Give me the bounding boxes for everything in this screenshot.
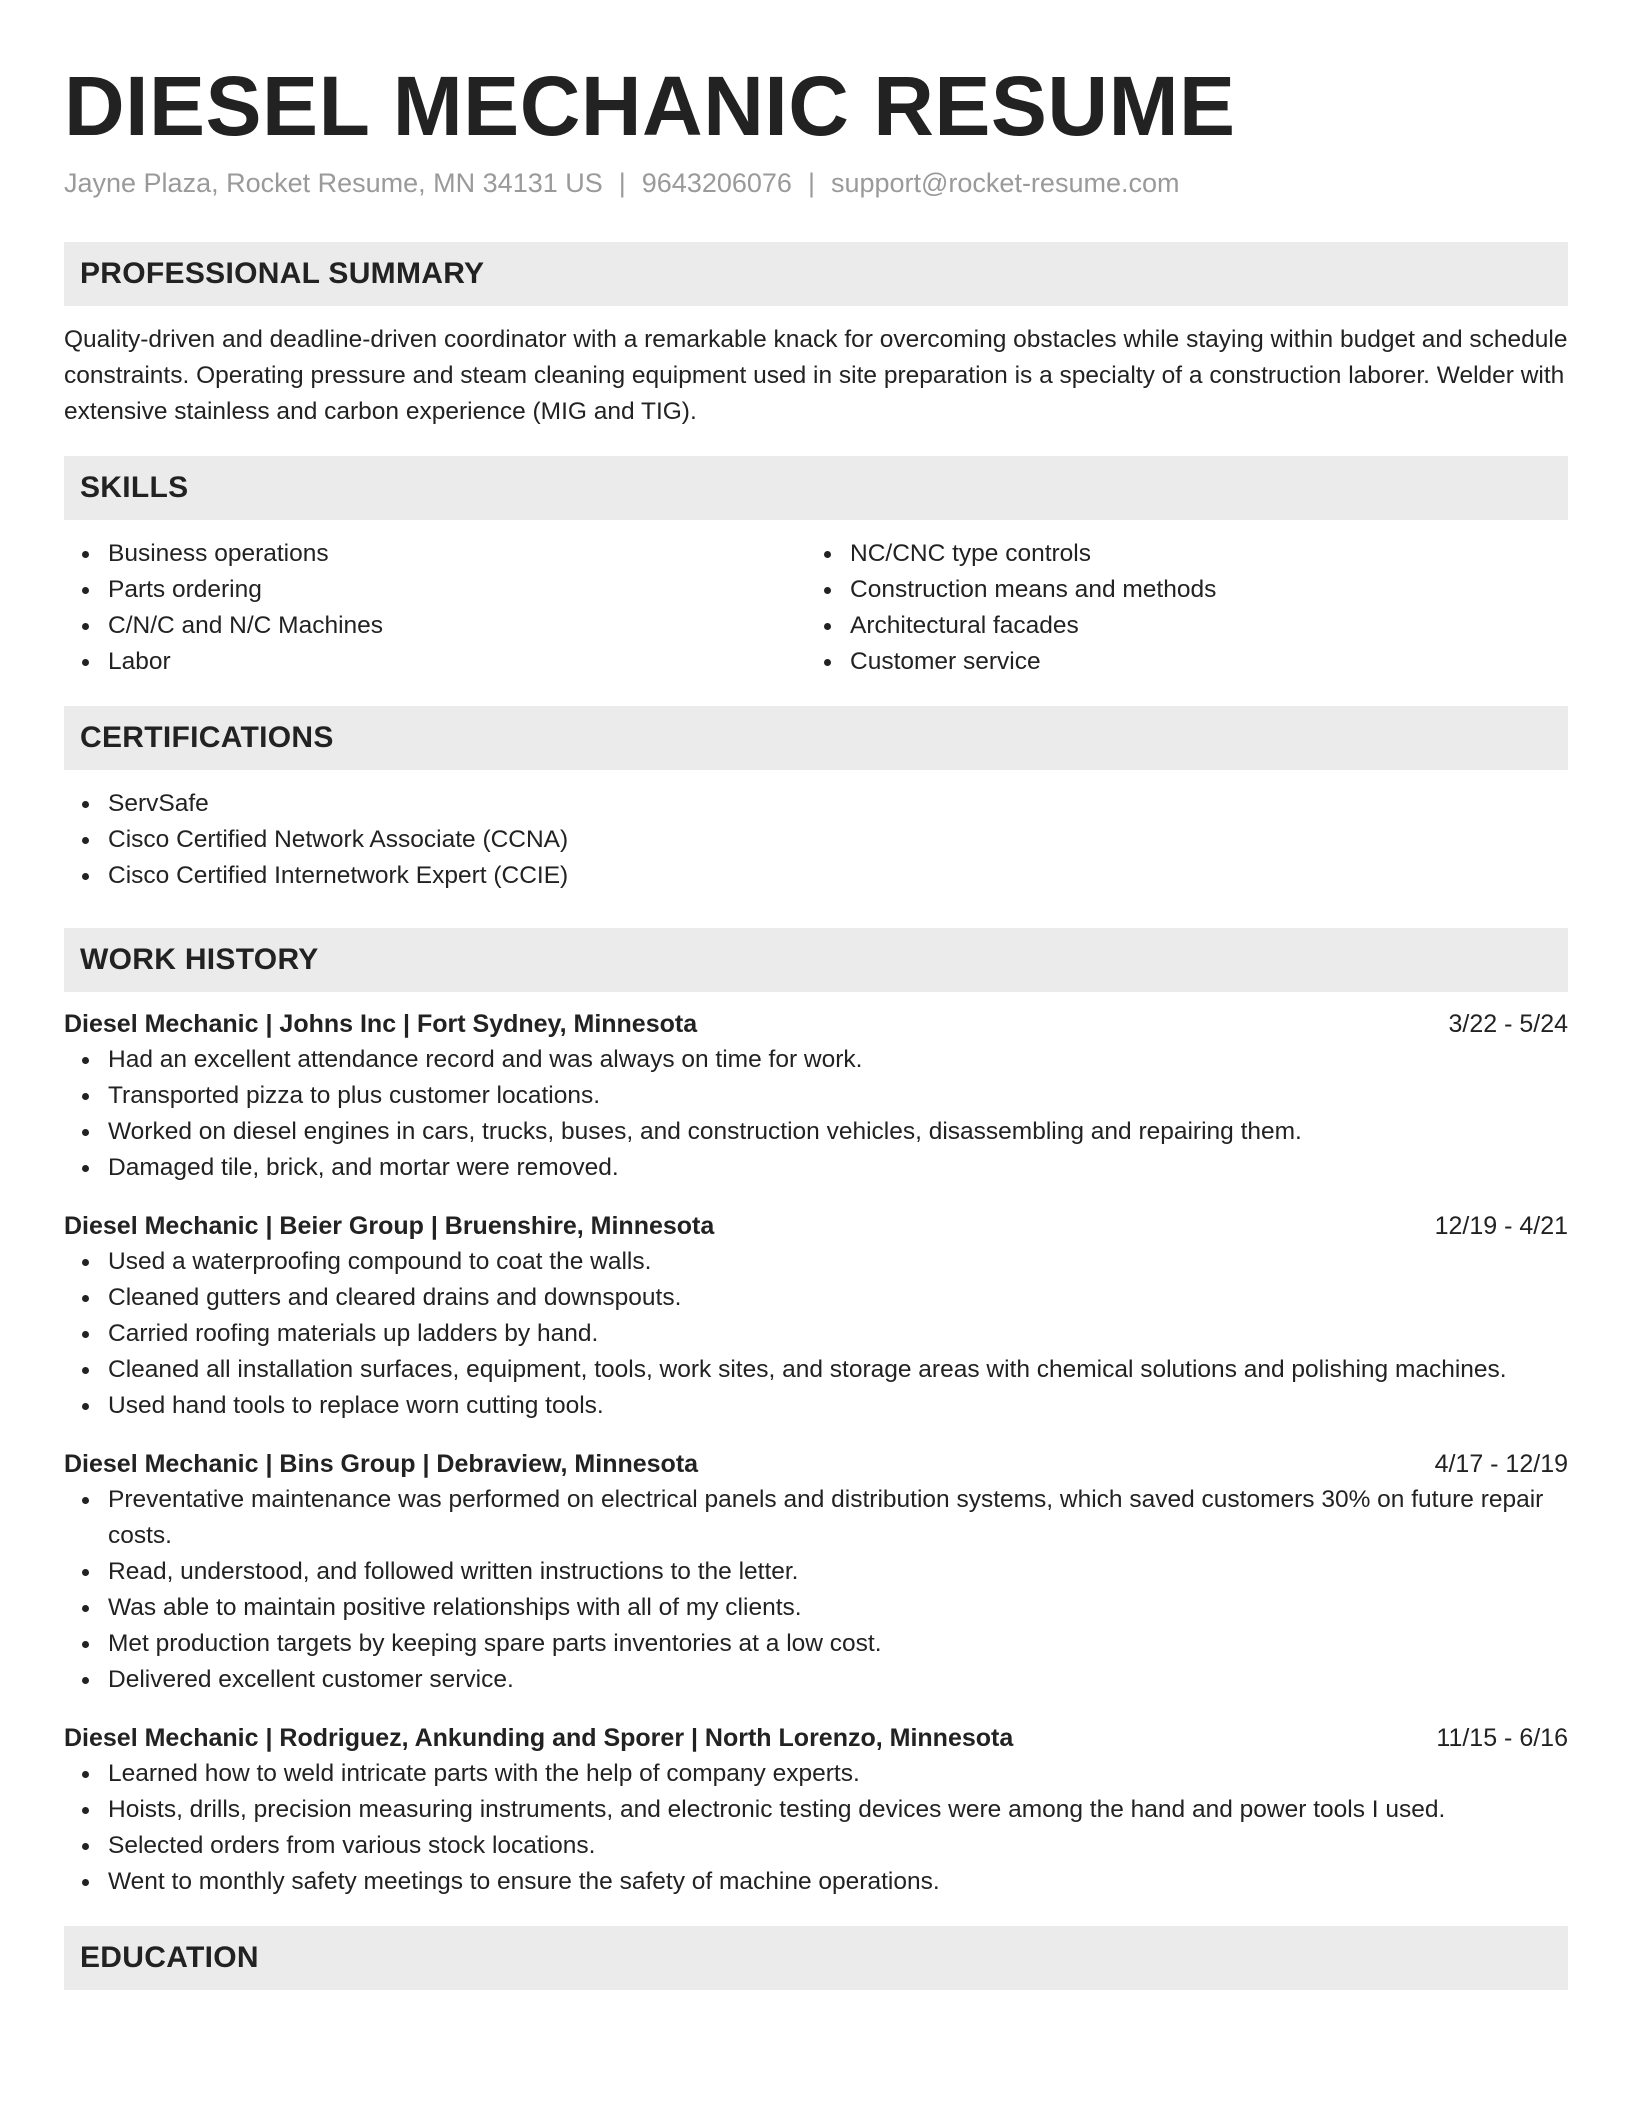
skill-item: Customer service (806, 644, 1548, 680)
skills-grid (64, 536, 1568, 680)
job-entry (64, 1208, 1568, 1424)
certifications-heading: CERTIFICATIONS (64, 706, 1568, 770)
skill-item: Architectural facades (806, 608, 1548, 644)
job-bullets (64, 1482, 1568, 1698)
job-bullets (64, 1244, 1568, 1424)
contact-email: support@rocket-resume.com (830, 168, 1180, 198)
job-entry (64, 1446, 1568, 1698)
summary-heading: PROFESSIONAL SUMMARY (64, 242, 1568, 306)
job-bullet: Preventative maintenance was performed on electrical panels and distribution systems, which saved customers 30% on future repair costs. (64, 1482, 1568, 1554)
job-entry (64, 1006, 1568, 1186)
job-bullet: Worked on diesel engines in cars, trucks, buses, and construction vehicles, disassembling and repairing them. (64, 1114, 1568, 1150)
job-bullet: Hoists, drills, precision measuring instruments, and electronic testing devices were among the hand and power tools I used. (64, 1792, 1568, 1828)
resume-title: DIESEL MECHANIC RESUME (64, 59, 1236, 153)
job-header (64, 1208, 1568, 1244)
job-bullet: Cleaned gutters and cleared drains and downspouts. (64, 1280, 1568, 1316)
contact-address: Jayne Plaza, Rocket Resume, MN 34131 US (64, 168, 603, 198)
certification-item: ServSafe (64, 786, 1568, 822)
contact-line (64, 166, 1568, 200)
job-bullet: Delivered excellent customer service. (64, 1662, 1568, 1698)
skill-item: Parts ordering (64, 572, 806, 608)
job-bullet: Transported pizza to plus customer locations. (64, 1078, 1568, 1114)
job-bullet: Damaged tile, brick, and mortar were removed. (64, 1150, 1568, 1186)
skill-item: Business operations (64, 536, 806, 572)
job-bullet: Cleaned all installation surfaces, equipment, tools, work sites, and storage areas with chemical solutions and polishing machines. (64, 1352, 1568, 1388)
skills-heading: SKILLS (64, 456, 1568, 520)
skill-item: C/N/C and N/C Machines (64, 608, 806, 644)
job-bullet: Was able to maintain positive relationships with all of my clients. (64, 1590, 1568, 1626)
job-dates: 11/15 - 6/16 (1436, 1724, 1568, 1752)
skills-list-left (64, 536, 806, 680)
job-bullet: Read, understood, and followed written instructions to the letter. (64, 1554, 1568, 1590)
certification-item: Cisco Certified Network Associate (CCNA) (64, 822, 1568, 858)
job-title: Diesel Mechanic | Bins Group | Debraview, Minnesota (64, 1450, 699, 1478)
job-bullet: Carried roofing materials up ladders by hand. (64, 1316, 1568, 1352)
job-bullet: Used hand tools to replace worn cutting tools. (64, 1388, 1568, 1424)
certifications-list (64, 786, 1568, 894)
job-dates: 4/17 - 12/19 (1434, 1450, 1568, 1478)
contact-separator: | (618, 168, 626, 198)
job-title: Diesel Mechanic | Rodriguez, Ankunding and Sporer | North Lorenzo, Minnesota (64, 1724, 1014, 1752)
job-bullet: Selected orders from various stock locations. (64, 1828, 1568, 1864)
job-bullets (64, 1756, 1568, 1900)
contact-separator: | (807, 168, 815, 198)
job-title: Diesel Mechanic | Johns Inc | Fort Sydney, Minnesota (64, 1010, 698, 1038)
job-title: Diesel Mechanic | Beier Group | Bruenshire, Minnesota (64, 1212, 715, 1240)
job-dates: 12/19 - 4/21 (1434, 1212, 1568, 1240)
skill-item: Construction means and methods (806, 572, 1548, 608)
education-heading: EDUCATION (64, 1926, 1568, 1990)
work-history-heading: WORK HISTORY (64, 928, 1568, 992)
summary-text: Quality-driven and deadline-driven coordinator with a remarkable knack for overcoming obstacles while staying within budget and schedule constraints. Operating pressure and steam cleaning equipment used in site preparation is a specialty of a construction laborer. Welder with extensive stainless and carbon experience (MIG and TIG). (64, 326, 1568, 425)
contact-phone: 9643206076 (641, 168, 792, 198)
certification-item: Cisco Certified Internetwork Expert (CCIE) (64, 858, 1568, 894)
job-bullet: Went to monthly safety meetings to ensure the safety of machine operations. (64, 1864, 1568, 1900)
skills-list-right (806, 536, 1548, 680)
job-entry (64, 1720, 1568, 1900)
job-bullets (64, 1042, 1568, 1186)
job-header (64, 1720, 1568, 1756)
job-bullet: Had an excellent attendance record and was always on time for work. (64, 1042, 1568, 1078)
skill-item: NC/CNC type controls (806, 536, 1548, 572)
job-header (64, 1006, 1568, 1042)
job-dates: 3/22 - 5/24 (1448, 1010, 1568, 1038)
job-bullet: Used a waterproofing compound to coat the walls. (64, 1244, 1568, 1280)
job-bullet: Learned how to weld intricate parts with the help of company experts. (64, 1756, 1568, 1792)
job-bullet: Met production targets by keeping spare parts inventories at a low cost. (64, 1626, 1568, 1662)
skill-item: Labor (64, 644, 806, 680)
job-header (64, 1446, 1568, 1482)
